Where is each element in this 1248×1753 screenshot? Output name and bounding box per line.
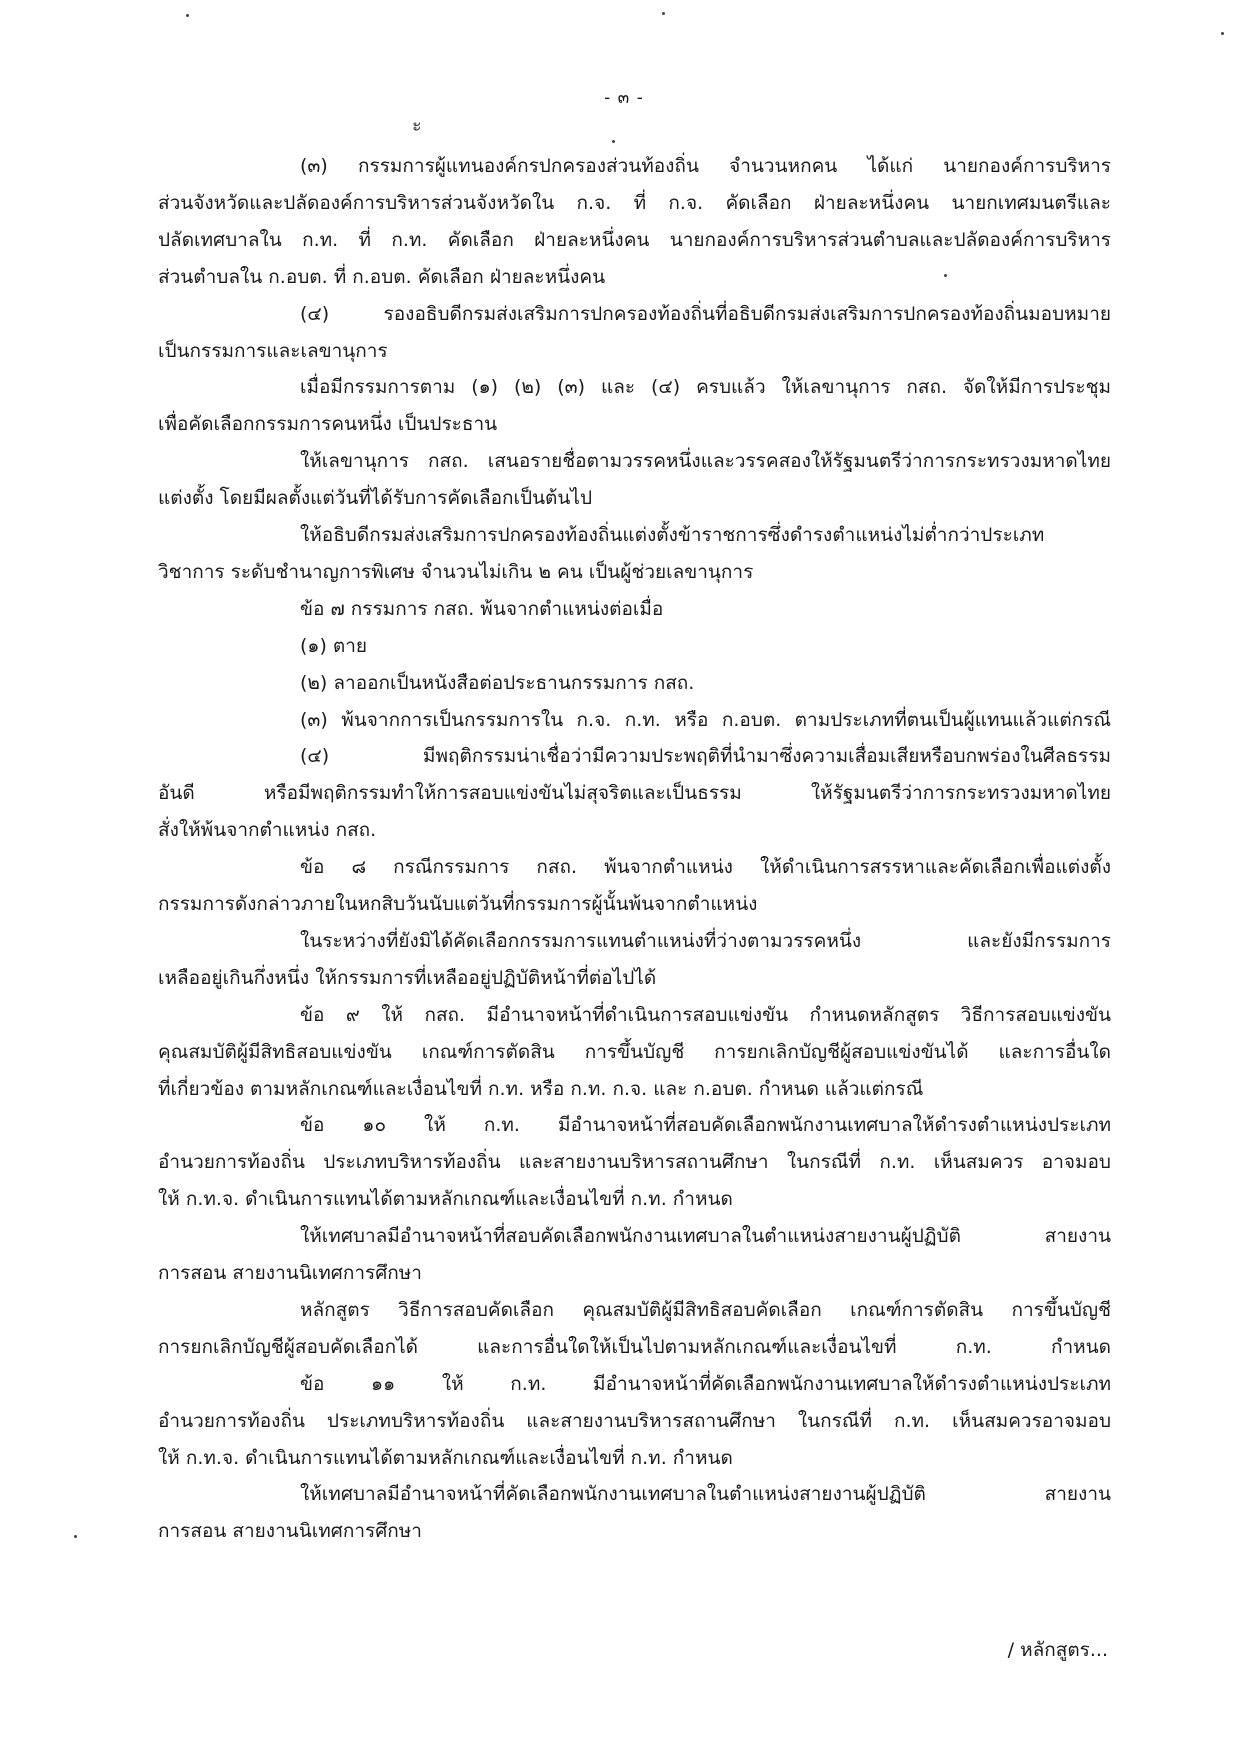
body-line: ส่วนตำบลใน ก.อบต. ที่ ก.อบต. คัดเลือก ฝ่ายละหนึ่งคน xyxy=(158,266,606,288)
page-number: - ๓ - xyxy=(604,88,644,108)
body-line: (๑) ตาย xyxy=(300,635,368,657)
body-line: วิชาการ ระดับชำนาญการพิเศษ จำนวนไม่เกิน ๒ คน เป็นผู้ช่วยเลขานุการ xyxy=(158,561,754,583)
body-line: เพื่อคัดเลือกกรรมการคนหนึ่ง เป็นประธาน xyxy=(158,413,498,435)
handwritten-mark: ะ xyxy=(412,115,422,136)
body-line: ที่เกี่ยวข้อง ตามหลักเกณฑ์และเงื่อนไขที่ ก.ท. หรือ ก.ท. ก.จ. และ ก.อบต. กำหนด แล้วแต่กรณี xyxy=(158,1078,924,1100)
body-line: การสอน สายงานนิเทศการศึกษา xyxy=(158,1520,422,1542)
body-line: ข้อ ๙ ให้ กสถ. มีอำนาจหน้าที่ดำเนินการสอบแข่งขัน กำหนดหลักสูตร วิธีการสอบแข่งขัน xyxy=(300,1004,1111,1026)
body-line: ให้เทศบาลมีอำนาจหน้าที่สอบคัดเลือกพนักงานเทศบาลในตำแหน่งสายงานผู้ปฏิบัติ สายงาน xyxy=(300,1225,1111,1247)
body-line: ให้ ก.ท.จ. ดำเนินการแทนได้ตามหลักเกณฑ์และเงื่อนไขที่ ก.ท. กำหนด xyxy=(158,1447,733,1469)
body-line: ข้อ ๑๐ ให้ ก.ท. มีอำนาจหน้าที่สอบคัดเลือกพนักงานเทศบาลให้ดำรงตำแหน่งประเภท xyxy=(300,1114,1111,1136)
scan-speck xyxy=(74,1535,77,1538)
body-line: กรรมการดังกล่าวภายในหกสิบวันนับแต่วันที่กรรมการผู้นั้นพ้นจากตำแหน่ง xyxy=(158,893,758,915)
body-line: เป็นกรรมการและเลขานุการ xyxy=(158,340,388,362)
body-line: ข้อ ๗ กรรมการ กสถ. พ้นจากตำแหน่งต่อเมื่อ xyxy=(300,598,664,620)
body-line: สั่งให้พ้นจากตำแหน่ง กสถ. xyxy=(158,819,377,841)
body-line: ปลัดเทศบาลใน ก.ท. ที่ ก.ท. คัดเลือก ฝ่ายละหนึ่งคน นายกองค์การบริหารส่วนตำบลและปลัดองค์การบริหาร xyxy=(158,229,1111,251)
continuation-footer: / หลักสูตร... xyxy=(1007,1639,1108,1661)
body-line: (๔) มีพฤติกรรมน่าเชื่อว่ามีความประพฤติที่นำมาซึ่งความเสื่อมเสียหรือบกพร่องในศีลธรรม xyxy=(300,745,1111,767)
body-line: (๒) ลาออกเป็นหนังสือต่อประธานกรรมการ กสถ. xyxy=(300,672,695,694)
scan-speck xyxy=(944,274,947,277)
body-line: ให้เทศบาลมีอำนาจหน้าที่คัดเลือกพนักงานเทศบาลในตำแหน่งสายงานผู้ปฏิบัติ สายงาน xyxy=(300,1483,1111,1505)
body-line: ข้อ ๑๑ ให้ ก.ท. มีอำนาจหน้าที่คัดเลือกพนักงานเทศบาลให้ดำรงตำแหน่งประเภท xyxy=(300,1373,1111,1395)
body-line: ในระหว่างที่ยังมิได้คัดเลือกกรรมการแทนตำแหน่งที่ว่างตามวรรคหนึ่ง และยังมีกรรมการ xyxy=(300,930,1111,952)
body-line: อำนวยการท้องถิ่น ประเภทบริหารท้องถิ่น และสายงานบริหารสถานศึกษา ในกรณีที่ ก.ท. เห็นสมควร อาจมอบ xyxy=(158,1151,1111,1173)
scan-speck xyxy=(662,12,665,15)
body-line: ส่วนจังหวัดและปลัดองค์การบริหารส่วนจังหวัดใน ก.จ. ที่ ก.จ. คัดเลือก ฝ่ายละหนึ่งคน นายกเทศมนตรีและ xyxy=(158,192,1111,214)
body-line: คุณสมบัติผู้มีสิทธิสอบแข่งขัน เกณฑ์การตัดสิน การขึ้นบัญชี การยกเลิกบัญชีผู้สอบแข่งขันได้ และการอื่นใด xyxy=(158,1041,1111,1063)
body-line: ให้ ก.ท.จ. ดำเนินการแทนได้ตามหลักเกณฑ์และเงื่อนไขที่ ก.ท. กำหนด xyxy=(158,1188,733,1210)
body-line: (๔) รองอธิบดีกรมส่งเสริมการปกครองท้องถิ่นที่อธิบดีกรมส่งเสริมการปกครองท้องถิ่นมอบหมาย xyxy=(300,303,1111,325)
scan-speck xyxy=(1221,32,1224,35)
body-line: เมื่อมีกรรมการตาม (๑) (๒) (๓) และ (๔) ครบแล้ว ให้เลขานุการ กสถ. จัดให้มีการประชุม xyxy=(300,376,1111,398)
body-line: อำนวยการท้องถิ่น ประเภทบริหารท้องถิ่น และสายงานบริหารสถานศึกษา ในกรณีที่ ก.ท. เห็นสมควรอาจมอบ xyxy=(158,1410,1111,1432)
scan-speck xyxy=(186,14,189,17)
body-line: หลักสูตร วิธีการสอบคัดเลือก คุณสมบัติผู้มีสิทธิสอบคัดเลือก เกณฑ์การตัดสิน การขึ้นบัญชี xyxy=(300,1299,1111,1321)
body-line: ให้อธิบดีกรมส่งเสริมการปกครองท้องถิ่นแต่งตั้งข้าราชการซึ่งดำรงตำแหน่งไม่ต่ำกว่าประเภท xyxy=(300,524,1045,546)
body-line: ให้เลขานุการ กสถ. เสนอรายชื่อตามวรรคหนึ่งและวรรคสองให้รัฐมนตรีว่าการกระทรวงมหาดไทย xyxy=(300,450,1111,472)
body-line: (๓) พ้นจากการเป็นกรรมการใน ก.จ. ก.ท. หรือ ก.อบต. ตามประเภทที่ตนเป็นผู้แทนแล้วแต่กรณี xyxy=(300,709,1111,731)
body-line: เหลืออยู่เกินกึ่งหนึ่ง ให้กรรมการที่เหลืออยู่ปฏิบัติหน้าที่ต่อไปได้ xyxy=(158,967,657,989)
body-line: (๓) กรรมการผู้แทนองค์กรปกครองส่วนท้องถิ่น จำนวนหกคน ได้แก่ นายกองค์การบริหาร xyxy=(300,155,1111,177)
body-line: ข้อ ๘ กรณีกรรมการ กสถ. พ้นจากตำแหน่ง ให้ดำเนินการสรรหาและคัดเลือกเพื่อแต่งตั้ง xyxy=(300,856,1111,878)
scan-speck xyxy=(612,140,615,143)
body-line: การยกเลิกบัญชีผู้สอบคัดเลือกได้ และการอื่นใดให้เป็นไปตามหลักเกณฑ์และเงื่อนไขที่ ก.ท. กำหนด xyxy=(158,1336,1111,1358)
body-line: การสอน สายงานนิเทศการศึกษา xyxy=(158,1262,422,1284)
body-line: แต่งตั้ง โดยมีผลตั้งแต่วันที่ได้รับการคัดเลือกเป็นต้นไป xyxy=(158,487,593,509)
body-line: อันดี หรือมีพฤติกรรมทำให้การสอบแข่งขันไม่สุจริตและเป็นธรรม ให้รัฐมนตรีว่าการกระทรวงมหาดไทย xyxy=(158,782,1111,804)
